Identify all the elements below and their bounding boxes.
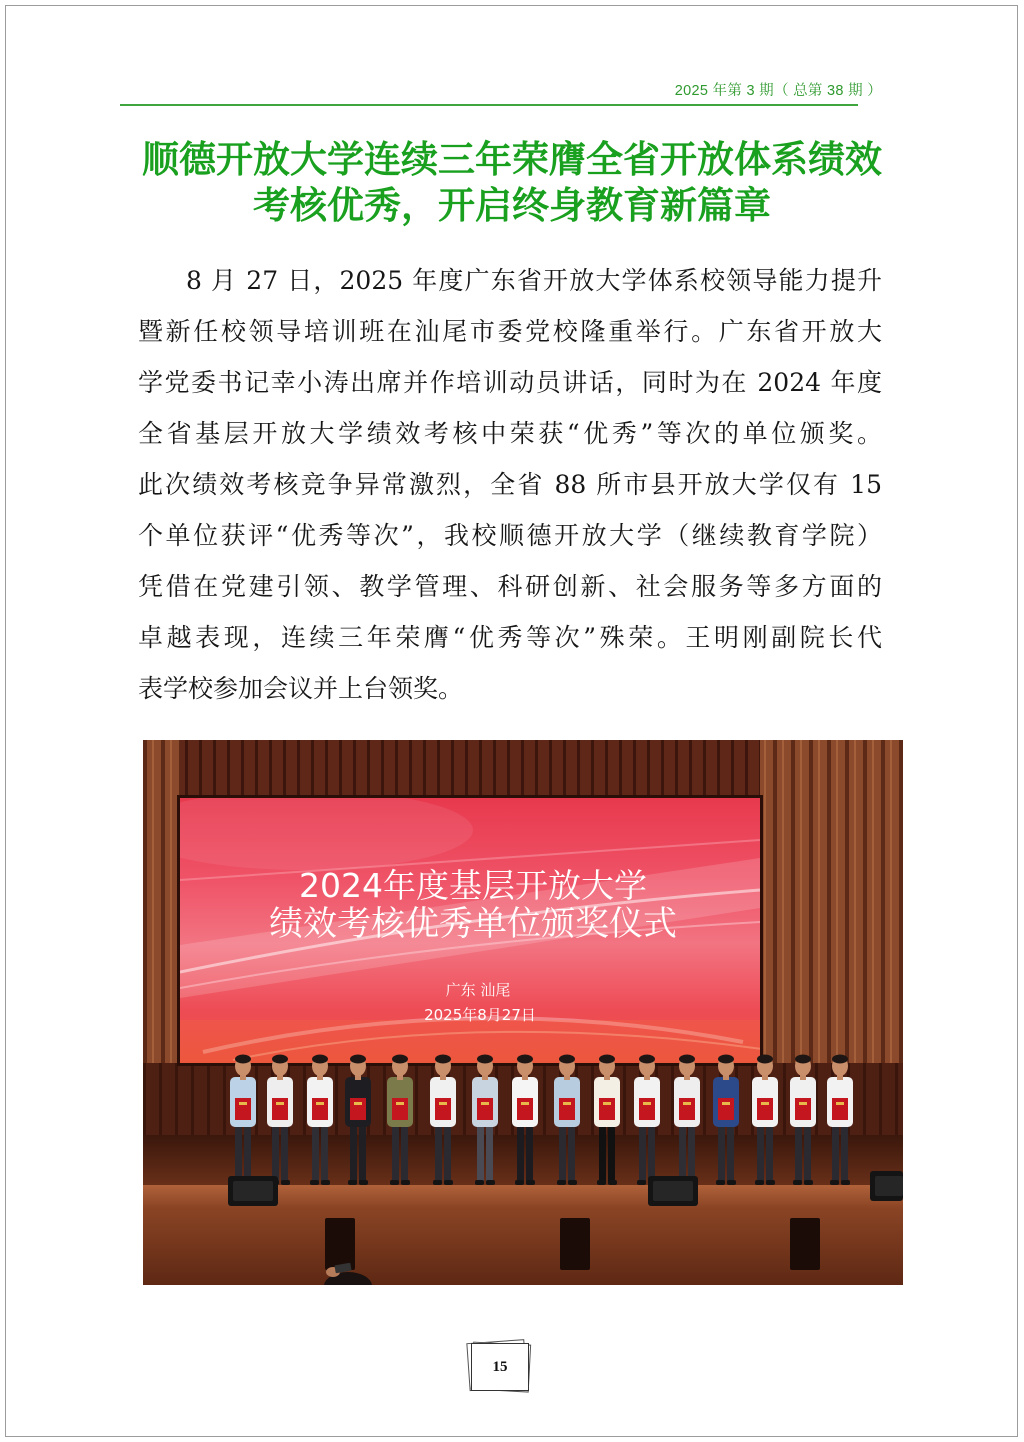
certificate-emblem xyxy=(683,1102,691,1105)
recipient-shoe xyxy=(793,1180,802,1185)
recipient-leg xyxy=(639,1124,646,1182)
event-photo xyxy=(143,740,903,1285)
body-line: 表学校参加会议并上台领奖。 xyxy=(138,674,464,703)
recipient-leg xyxy=(517,1124,524,1182)
recipient-hair xyxy=(559,1055,575,1064)
recipient-certificate xyxy=(392,1098,408,1120)
screen-title-line2: 绩效考核优秀单位颁奖仪式 xyxy=(269,904,677,944)
certificate-emblem xyxy=(799,1102,807,1105)
certificate-emblem xyxy=(481,1102,489,1105)
recipient-shoe xyxy=(359,1180,368,1185)
article-title-line: 顺德开放大学连续三年荣膺全省开放体系绩效 xyxy=(142,138,882,181)
recipient-leg xyxy=(444,1124,451,1182)
stage-speaker xyxy=(870,1171,903,1201)
recipient-hair xyxy=(435,1055,451,1064)
screen-date: 2025年8月27日 xyxy=(424,1006,536,1024)
recipient-shoe xyxy=(348,1180,357,1185)
speaker-grille xyxy=(653,1181,693,1201)
recipient-leg xyxy=(359,1124,366,1182)
recipient-certificate xyxy=(559,1098,575,1120)
recipient-leg xyxy=(804,1124,811,1182)
recipient-leg xyxy=(688,1124,695,1182)
recipient-shoe xyxy=(310,1180,319,1185)
recipient-shoe xyxy=(608,1180,617,1185)
certificate-emblem xyxy=(439,1102,447,1105)
recipient-leg xyxy=(477,1124,484,1182)
body-line: 凭借在党建引领、教学管理、科研创新、社会服务等多方面的 xyxy=(138,572,882,601)
certificate-emblem xyxy=(722,1102,730,1105)
recipient-leg xyxy=(350,1124,357,1182)
certificate-emblem xyxy=(396,1102,404,1105)
issue-label: 2025 年第 3 期（ 总第 38 期 ） xyxy=(674,83,882,99)
stage-speaker xyxy=(648,1176,698,1206)
recipient-hair xyxy=(477,1055,493,1064)
body-line: 8 月 27 日，2025 年度广东省开放大学体系校领导能力提升 xyxy=(186,266,882,295)
recipient-hair xyxy=(312,1055,328,1064)
recipient-shoe xyxy=(841,1180,850,1185)
recipient-leg xyxy=(559,1124,566,1182)
certificate-emblem xyxy=(276,1102,284,1105)
recipient-leg xyxy=(679,1124,686,1182)
recipient-leg xyxy=(392,1124,399,1182)
recipient-shoe xyxy=(444,1180,453,1185)
recipient-shoe xyxy=(766,1180,775,1185)
recipient-leg xyxy=(648,1124,655,1182)
recipient-leg xyxy=(486,1124,493,1182)
speaker-grille xyxy=(233,1181,273,1201)
certificate-emblem xyxy=(836,1102,844,1105)
article-title xyxy=(120,137,904,229)
recipient-leg xyxy=(272,1124,279,1182)
recipient-leg xyxy=(244,1124,251,1182)
screen-location: 广东 汕尾 xyxy=(445,981,511,999)
recipient-hair xyxy=(350,1055,366,1064)
recipient-leg xyxy=(727,1124,734,1182)
recipient-hair xyxy=(639,1055,655,1064)
recipient-hair xyxy=(599,1055,615,1064)
recipient-leg xyxy=(235,1124,242,1182)
recipient-leg xyxy=(757,1124,764,1182)
recipient-leg xyxy=(718,1124,725,1182)
recipient-hair xyxy=(757,1055,773,1064)
body-line: 个单位获评“优秀等次”，我校顺德开放大学（继续教育学院） xyxy=(138,521,882,550)
certificate-emblem xyxy=(521,1102,529,1105)
recipient-certificate xyxy=(639,1098,655,1120)
led-screen xyxy=(143,790,783,1066)
recipient-shoe xyxy=(486,1180,495,1185)
recipient-hair xyxy=(718,1055,734,1064)
recipient-hair xyxy=(235,1055,251,1064)
recipient-shoe xyxy=(390,1180,399,1185)
certificate-emblem xyxy=(563,1102,571,1105)
recipient-shoe xyxy=(321,1180,330,1185)
certificate-emblem xyxy=(316,1102,324,1105)
certificate-emblem xyxy=(354,1102,362,1105)
recipient-leg xyxy=(401,1124,408,1182)
recipient-leg xyxy=(599,1124,606,1182)
recipient-certificate xyxy=(272,1098,288,1120)
recipient-hair xyxy=(679,1055,695,1064)
recipient-shoe xyxy=(804,1180,813,1185)
recipient-leg xyxy=(841,1124,848,1182)
screen-glow xyxy=(143,790,473,870)
certificate-emblem xyxy=(603,1102,611,1105)
recipient-shoe xyxy=(727,1180,736,1185)
recipient-certificate xyxy=(718,1098,734,1120)
recipient-shoe xyxy=(755,1180,764,1185)
recipient-certificate xyxy=(757,1098,773,1120)
recipient-hair xyxy=(272,1055,288,1064)
recipient-certificate xyxy=(599,1098,615,1120)
recipient-hair xyxy=(795,1055,811,1064)
recipient-shoe xyxy=(830,1180,839,1185)
page-number: 15 xyxy=(471,1343,529,1391)
stage-vent xyxy=(560,1218,590,1270)
recipient-leg xyxy=(568,1124,575,1182)
certificate-emblem xyxy=(643,1102,651,1105)
recipient-certificate xyxy=(312,1098,328,1120)
recipient-shoe xyxy=(281,1180,290,1185)
page-number-badge xyxy=(470,1342,530,1392)
body-line: 卓越表现，连续三年荣膺“优秀等次”殊荣。王明刚副院长代 xyxy=(138,623,882,652)
recipient-leg xyxy=(312,1124,319,1182)
certificate-emblem xyxy=(239,1102,247,1105)
body-line: 暨新任校领导培训班在汕尾市委党校隆重举行。广东省开放大 xyxy=(138,317,882,346)
speaker-grille xyxy=(875,1176,903,1196)
recipient-shoe xyxy=(401,1180,410,1185)
recipient-shoe xyxy=(557,1180,566,1185)
body-line: 全省基层开放大学绩效考核中荣获“优秀”等次的单位颁奖。 xyxy=(138,419,882,448)
stage-front xyxy=(143,1208,903,1285)
recipient-shoe xyxy=(433,1180,442,1185)
screen-title-line1: 2024年度基层开放大学 xyxy=(299,866,647,905)
recipient-leg xyxy=(766,1124,773,1182)
stage-vent xyxy=(325,1218,355,1270)
recipient-leg xyxy=(281,1124,288,1182)
recipient-leg xyxy=(608,1124,615,1182)
recipient-hair xyxy=(517,1055,533,1064)
certificate-emblem xyxy=(761,1102,769,1105)
screen-warm-tint xyxy=(180,1020,760,1063)
recipient-shoe xyxy=(568,1180,577,1185)
recipient-certificate xyxy=(679,1098,695,1120)
recipient-certificate xyxy=(517,1098,533,1120)
recipient-shoe xyxy=(526,1180,535,1185)
recipient-leg xyxy=(321,1124,328,1182)
recipient-leg xyxy=(526,1124,533,1182)
recipient-certificate xyxy=(350,1098,366,1120)
header-rule xyxy=(120,104,858,106)
recipient-leg xyxy=(795,1124,802,1182)
recipient-shoe xyxy=(716,1180,725,1185)
article-title-line: 考核优秀，开启终身教育新篇章 xyxy=(253,184,771,227)
stage-vent xyxy=(790,1218,820,1270)
recipient-certificate xyxy=(477,1098,493,1120)
article-body xyxy=(138,255,882,714)
recipient-certificate xyxy=(795,1098,811,1120)
recipient-certificate xyxy=(235,1098,251,1120)
recipient-hair xyxy=(392,1055,408,1064)
recipient-certificate xyxy=(435,1098,451,1120)
stage-speaker xyxy=(228,1176,278,1206)
body-line: 学党委书记幸小涛出席并作培训动员讲话，同时为在 2024 年度 xyxy=(138,368,882,397)
body-line: 此次绩效考核竞争异常激烈，全省 88 所市县开放大学仅有 15 xyxy=(138,470,882,499)
recipient-leg xyxy=(832,1124,839,1182)
recipient-shoe xyxy=(597,1180,606,1185)
recipient-certificate xyxy=(832,1098,848,1120)
recipient-shoe xyxy=(637,1180,646,1185)
recipient-hair xyxy=(832,1055,848,1064)
recipient-shoe xyxy=(515,1180,524,1185)
recipient-leg xyxy=(435,1124,442,1182)
recipient-shoe xyxy=(475,1180,484,1185)
